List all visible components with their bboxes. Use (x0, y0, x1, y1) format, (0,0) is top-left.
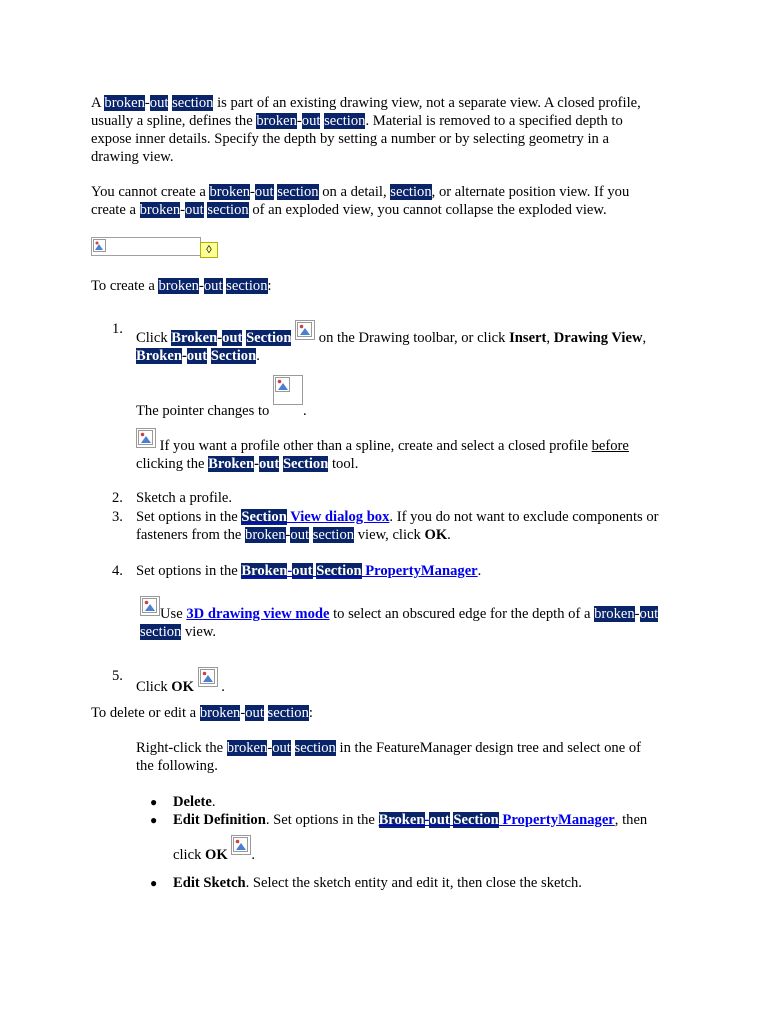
note-icon (140, 596, 160, 616)
tip-note: If you want a profile other than a spline, create and select a closed profile before clicking the Broken-out Section tool. (136, 428, 696, 473)
pointer-note: The pointer changes to . (136, 375, 307, 405)
step-4: Set options in the Broken-out Section PropertyManager. (136, 563, 482, 579)
broken-image-icon (93, 239, 107, 253)
pointer-cursor-icon (273, 375, 303, 405)
bullet-edit-sketch: Edit Sketch. Select the sketch entity and edit it, then close the sketch. (173, 875, 582, 891)
ok-icon[interactable] (198, 667, 218, 687)
step-5: Click OK . (136, 667, 225, 696)
eraser-icon: ◊ (200, 242, 218, 258)
step-1: Click Broken-out Section on the Drawing toolbar, or click Insert, Drawing View, Broken-out Section. (136, 320, 696, 365)
broken-out-section-tool-icon[interactable] (295, 320, 315, 340)
3d-mode-note: Use 3D drawing view mode to select an obscured edge for the depth of a broken-out section view. (140, 596, 700, 641)
step-2-number: 2. (112, 490, 123, 506)
bullet-dot: ● (150, 876, 158, 890)
tip-icon (136, 428, 156, 448)
bullet-dot: ● (150, 795, 158, 809)
step-1-number: 1. (112, 321, 123, 337)
bullet-delete: Delete. (173, 794, 216, 810)
broken-out-section-propertymanager-link[interactable]: Broken-out Section PropertyManager (241, 563, 478, 579)
section-view-dialog-link[interactable]: Section View dialog box (241, 509, 390, 525)
right-click-paragraph: Right-click the broken-out section in the FeatureManager design tree and select one of the following. (136, 740, 641, 774)
step-3: Set options in the Section View dialog box. If you do not want to exclude components or fasteners from the broken-out section view, click OK. (136, 509, 659, 543)
step-2: Sketch a profile. (136, 490, 233, 506)
broken-out-section-propertymanager-link-2[interactable]: Broken-out Section PropertyManager (378, 812, 615, 828)
broken-image-placeholder (91, 237, 201, 256)
create-heading: To create a broken-out section: (91, 278, 272, 294)
step-5-number: 5. (112, 668, 123, 684)
bullet-edit-definition: Edit Definition. Set options in the Broken-out Section PropertyManager, then click OK . (173, 812, 648, 863)
ok-icon-2[interactable] (231, 835, 251, 855)
intro-paragraph: A broken-out section is part of an existing drawing view, not a separate view. A closed profile, usually a spline, defines the broken-out section. Material is removed to a specified depth to expose inner details. Specify the depth by setting a number or by selecting geometry in a drawing view. (91, 95, 641, 165)
step-3-number: 3. (112, 509, 123, 525)
3d-drawing-view-mode-link[interactable]: 3D drawing view mode (186, 606, 330, 622)
delete-edit-heading: To delete or edit a broken-out section: (91, 705, 313, 721)
bullet-dot: ● (150, 813, 158, 827)
step-4-number: 4. (112, 563, 123, 579)
restriction-paragraph: You cannot create a broken-out section on a detail, section, or alternate position view. If you create a broken-out section of an exploded view, you cannot collapse the exploded view. (91, 184, 630, 218)
